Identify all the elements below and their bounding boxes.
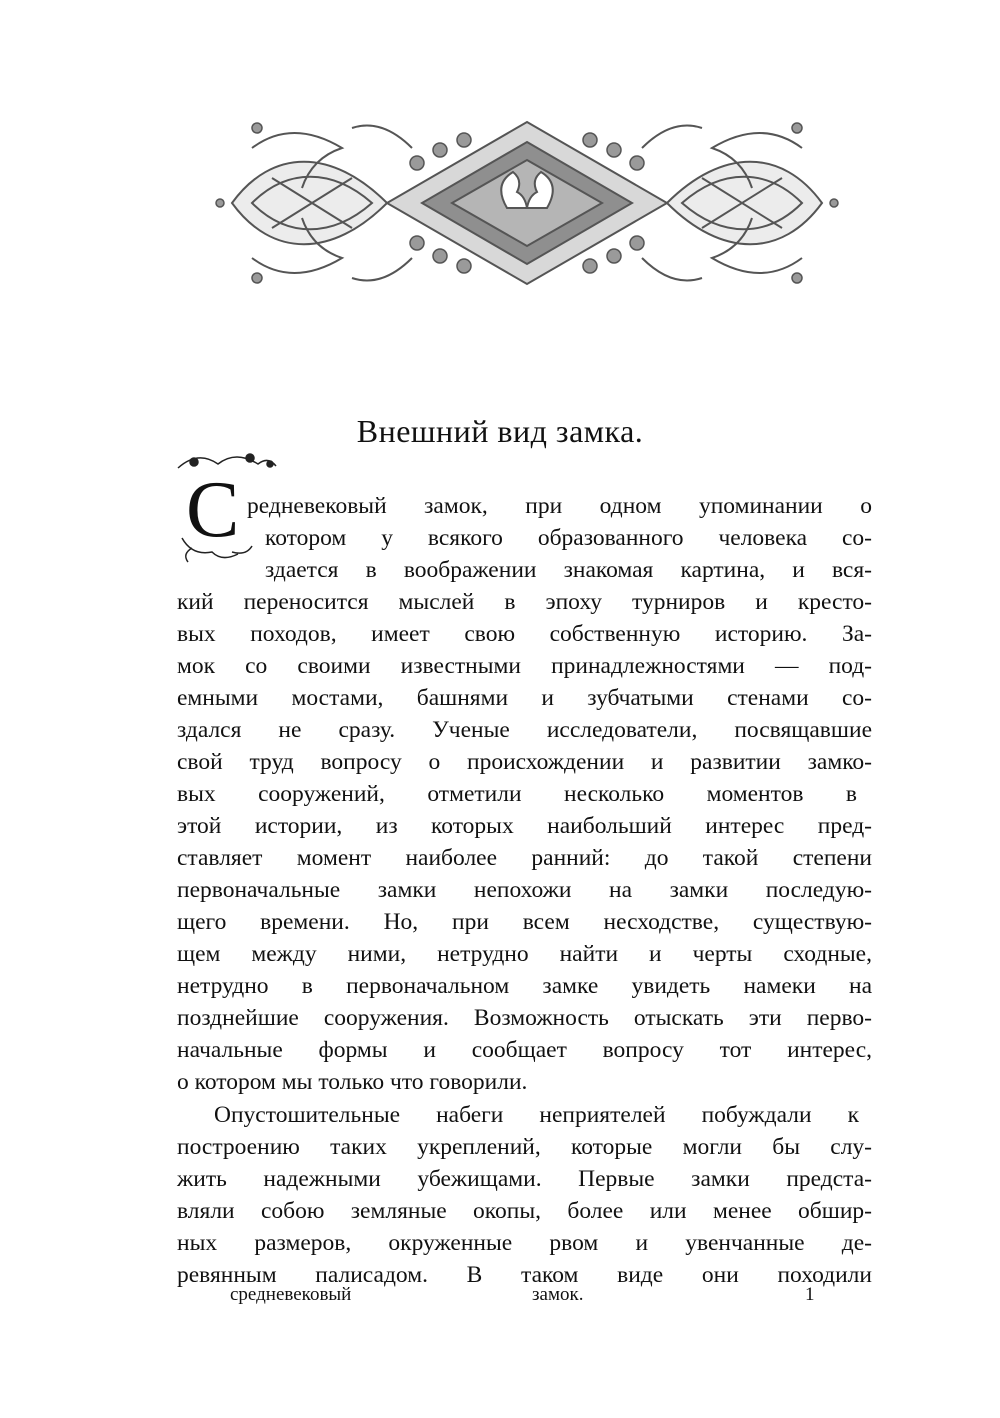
text-line: построению таких укреплений, которые могли бы слу- (177, 1134, 872, 1160)
text-line: свой труд вопросу о происхождении и развитии замко- (177, 749, 872, 775)
text-line: нетрудно в первоначальном замке увидеть намеки на (177, 973, 872, 999)
text-line: здается в воображении знакомая картина, и вся- (265, 557, 872, 583)
text-line: ных размеров, окруженные рвом и увенчанные де- (177, 1230, 872, 1256)
text-line: Опустошительные набеги неприятелей побуждали к (214, 1102, 859, 1128)
text-line: вых походов, имеет свою собственную историю. За- (177, 621, 872, 647)
page-number: 1 (805, 1284, 815, 1305)
text-line: щем между ними, нетрудно найти и черты сходные, (177, 941, 872, 967)
text-line: здался не сразу. Ученые исследователи, посвящавшие (177, 717, 872, 743)
footer-signature-left: средневековый (230, 1284, 352, 1305)
ornamental-headpiece-icon (212, 108, 842, 298)
footer-signature-center: замок. (532, 1284, 584, 1305)
text-line: кий переносится мыслей в эпоху турниров и кресто- (177, 589, 872, 615)
text-line: ставляет момент наиболее ранний: до такой степени (177, 845, 872, 871)
text-line: о котором мы только что говорили. (177, 1069, 528, 1095)
svg-text:С: С (186, 466, 240, 554)
text-line: котором у всякого образованного человека со- (265, 525, 872, 551)
text-line: начальные формы и сообщает вопросу тот интерес, (177, 1037, 872, 1063)
text-line: вляли собою земляные окопы, более или менее обшир- (177, 1198, 872, 1224)
text-line: этой истории, из которых наибольший интерес пред- (177, 813, 872, 839)
text-line: позднейшие сооружения. Возможность отыскать эти перво- (177, 1005, 872, 1031)
text-line: жить надежными убежищами. Первые замки предста- (177, 1166, 872, 1192)
text-line: щего времени. Но, при всем несходстве, существую- (177, 909, 872, 935)
text-line: емными мостами, башнями и зубчатыми стенами со- (177, 685, 872, 711)
text-line: ревянным палисадом. В таком виде они походили (177, 1262, 872, 1288)
chapter-title: Внешний вид замка. (356, 413, 644, 449)
text-line: редневековый замок, при одном упоминании о (247, 493, 872, 519)
text-line: вых сооружений, отметили несколько моментов в (177, 781, 857, 807)
text-line: мок со своими известными принадлежностями — под- (177, 653, 872, 679)
text-line: первоначальные замки непохожи на замки последую- (177, 877, 872, 903)
